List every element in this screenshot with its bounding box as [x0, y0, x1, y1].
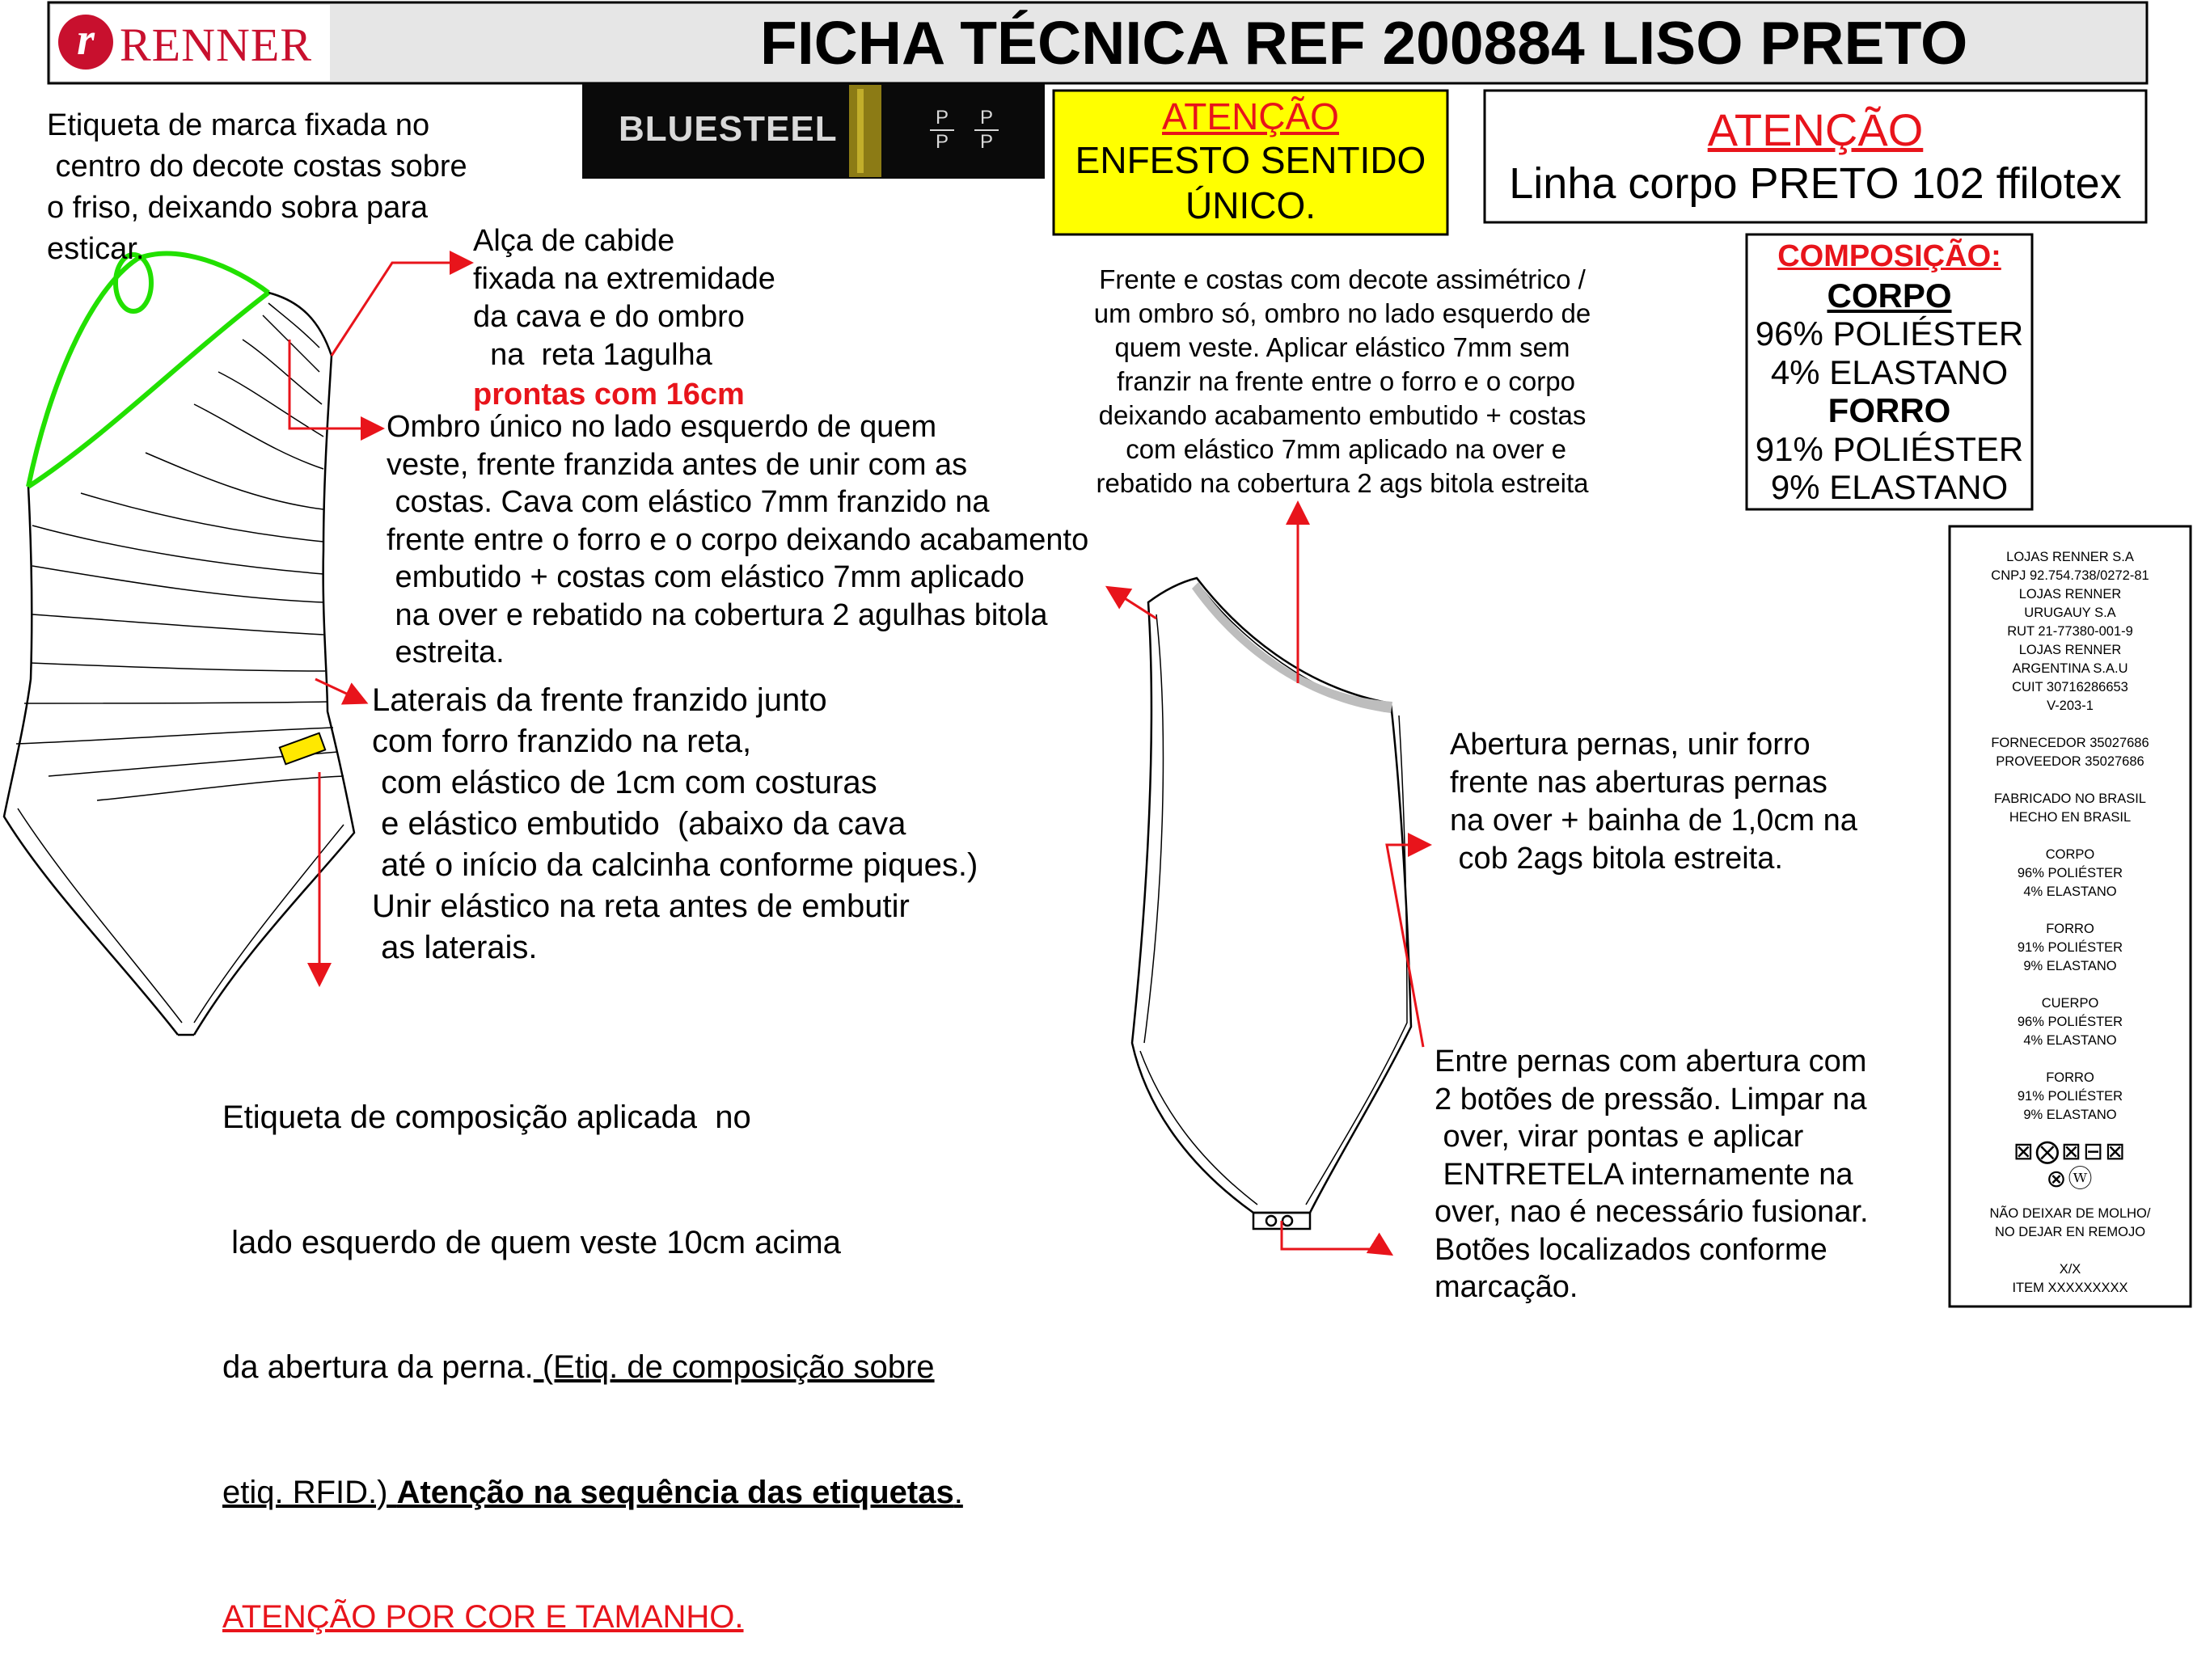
note-hanger-loop: Alça de cabide fixada na extremidade da cava e do ombro na reta 1agulha [473, 224, 775, 372]
care-label-line: FORRO [2046, 1070, 2094, 1085]
care-label-line [1950, 827, 2191, 846]
attention-yellow-line1: ENFESTO SENTIDO [1075, 139, 1426, 181]
brand-size-right: P P [974, 107, 999, 154]
care-label-line: 96% POLIÉSTER [2017, 866, 2123, 880]
composition-forro-line1: 91% POLIÉSTER [1755, 429, 2024, 468]
composition-section-corpo: CORPO [1827, 276, 1952, 314]
dry-clean-icon: ⊠ [2105, 1138, 2128, 1165]
washing-icon: ⊠ [2013, 1138, 2035, 1165]
composition-label-marker [280, 733, 325, 764]
care-label-line: LOJAS RENNER [2018, 643, 2122, 657]
brand-name: RENNER [120, 19, 312, 71]
care-label-line: HECHO EN BRASIL [2009, 810, 2132, 825]
note-crotch: Entre pernas com abertura com 2 botões de pressão. Limpar na over, virar pontas e aplicar ENTRETELA internamente na over, nao é necessário fusionar. Botões localizados conforme marcação. [1435, 1045, 1869, 1304]
iron-icon: ⊟ [2083, 1138, 2106, 1165]
page-title: FICHA TÉCNICA REF 200884 LISO PRETO [760, 9, 1968, 77]
care-warning: NÃO DEIXAR DE MOLHO/ NO DEJAR EN REMOJO X/X ITEM XXXXXXXXX [1989, 1206, 2151, 1295]
note-neckline: Frente e costas com decote assimétrico / um ombro só, ombro no lado esquerdo de quem veste. Aplicar elástico 7mm sem franzir na frente entre o forro e o corpo deixando acabamento embutido + costas com elástico 7mm aplicado na over e rebatido na cobertura 2 ags bitola estreita [1093, 264, 1591, 498]
care-label-line: RUT 21-77380-001-9 [2007, 624, 2133, 639]
care-label-line: URUGAUY S.A [2024, 606, 2116, 620]
attention-thread-content [1485, 103, 2146, 210]
lining-band [1192, 582, 1392, 713]
attention-thread-text: Linha corpo PRETO 102 ffilotex [1509, 159, 2122, 208]
note-brand-tag: Etiqueta de marca fixada no centro do decote costas sobre o friso, deixando sobra para esticar. [47, 108, 467, 266]
care-label-line: 9% ELASTANO [2023, 1108, 2117, 1122]
care-label-line [1950, 771, 2191, 790]
care-label-line: 4% ELASTANO [2023, 884, 2117, 899]
neckline-highlight [28, 254, 268, 487]
care-label-line: PROVEEDOR 35027686 [1996, 754, 2144, 769]
care-label-text [1950, 548, 2191, 1125]
care-label-line: LOJAS RENNER [2018, 587, 2122, 602]
care-label-line: CUERPO [2041, 996, 2099, 1011]
composition-corpo-line1: 96% POLIÉSTER [1755, 314, 2024, 352]
care-label-line [1950, 976, 2191, 994]
tumble-dry-icon: ⊠ [2060, 1138, 2083, 1165]
note-leg-openings: Abertura pernas, unir forro frente nas aberturas pernas na over + bainha de 1,0cm na cob 2ags bitola estreita. [1450, 728, 1857, 876]
care-symbols [1950, 1138, 2191, 1193]
wetclean-icon: ⊗ⓦ [2046, 1166, 2094, 1192]
composition-content [1747, 238, 2032, 507]
care-label-line: CORPO [2045, 847, 2095, 862]
care-label-line: 91% POLIÉSTER [2017, 940, 2123, 955]
composition-section-forro: FORRO [1828, 391, 1951, 429]
care-label-line [1950, 901, 2191, 920]
front-garment-sketch [4, 293, 354, 1035]
composition-heading: COMPOSIÇÃO: [1777, 239, 2001, 273]
care-label-line: 91% POLIÉSTER [2017, 1089, 2123, 1104]
composition-forro-line2: 9% ELASTANO [1770, 468, 2009, 506]
composition-corpo-line2: 4% ELASTANO [1770, 352, 2009, 391]
bleach-icon: ⨂ [2035, 1138, 2061, 1165]
care-label-line: 4% ELASTANO [2023, 1033, 2117, 1048]
note-hanger-length: prontas com 16cm [473, 378, 745, 412]
care-label-line: V-203-1 [2047, 699, 2094, 713]
logo-mark [58, 15, 113, 70]
care-label-line: LOJAS RENNER S.A [2006, 550, 2134, 564]
brand-label-text: BLUESTEEL [619, 109, 838, 149]
attention-thread-heading: ATENÇÃO [1707, 104, 1924, 155]
care-label-line: 96% POLIÉSTER [2017, 1015, 2123, 1029]
note-sides: Laterais da frente franzido junto com forro franzido na reta, com elástico de 1cm com costuras e elástico embutido (abaixo da cava até o início da calcinha conforme piques.) Unir elástico na reta antes de embutir as laterais. [372, 682, 978, 965]
logo-letter: r [77, 15, 95, 65]
back-garment-sketch [1132, 578, 1411, 1229]
attention-yellow-line2: ÚNICO. [1185, 184, 1316, 226]
care-label-line [1950, 1050, 2191, 1069]
care-label-line: FORRO [2046, 922, 2094, 936]
care-label-line: ARGENTINA S.A.U [2012, 661, 2128, 676]
attention-yellow-heading: ATENÇÃO [1162, 95, 1339, 137]
care-label-line: CNPJ 92.754.738/0272-81 [1991, 568, 2149, 583]
care-label-line: FORNECEDOR 35027686 [1991, 736, 2149, 750]
care-label-line [1950, 715, 2191, 734]
care-label-line: CUIT 30716286653 [2012, 680, 2128, 694]
care-label-line: FABRICADO NO BRASIL [1994, 791, 2146, 806]
brand-size-left: P P [930, 107, 954, 154]
attention-yellow-content [1054, 95, 1447, 228]
care-label-line: 9% ELASTANO [2023, 959, 2117, 973]
note-shoulder: Ombro único no lado esquerdo de quem veste, frente franzida antes de unir com as costas. Cava com elástico 7mm franzido na frente entre o forro e o corpo deixando acabamento embutido + costas com elástico 7mm aplicado na over e rebatido na cobertura 2 agulhas bitola estreita. [387, 410, 1089, 669]
note-composition-label: Etiqueta de composição aplicada no lado esquerdo de quem veste 10cm acima da abertura da perna. (Etiq. de composição sobre etiq. RFID.) Atenção na sequência das etiquetas. ATENÇÃO POR COR E TAMANHO. [222, 1100, 963, 1635]
